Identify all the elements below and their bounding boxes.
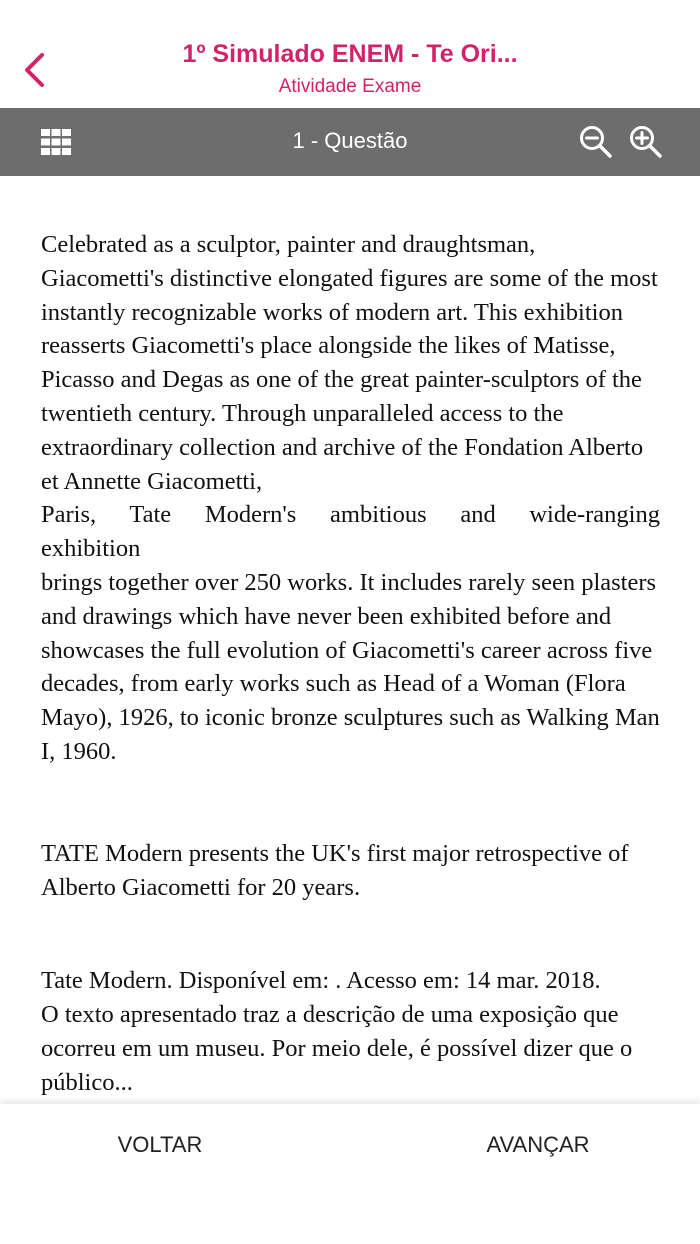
app-header [0, 0, 700, 108]
question-toolbar [0, 108, 700, 176]
question-paragraph-line: Paris, Tate Modern's ambitious and wide-ranging [41, 501, 660, 529]
grid-icon [38, 125, 74, 159]
question-paragraph: brings together over 250 works. It includes rarely seen plasters and drawings which have never been exhibited before and showcases the full evolution of Giacometti's career across five decades, from early works such as Head of a Woman (Flora Mayo), 1926, to iconic bronze sculptures such as Walking Man I, 1960. [41, 568, 660, 765]
paragraph-gap [41, 769, 660, 837]
question-grid-button[interactable] [38, 125, 74, 159]
page-subtitle: Atividade Exame [278, 76, 422, 97]
navigation-footer [0, 1104, 700, 1244]
question-paragraph: Celebrated as a sculptor, painter and draughtsman, Giacometti's distinctive elongated figures are some of the most instantly recognizable works of modern art. This exhibition reasserts Giacometti's place alongside the likes of Matisse, Picasso and Degas as one of the great painter-sculptors of the twentieth century. Through unparalleled access to the extraordinary collection and archive of the Fondation Alberto et Annette Giacometti, [41, 231, 658, 495]
paragraph-gap [41, 904, 660, 964]
previous-button[interactable]: VOLTAR [117, 1132, 203, 1157]
question-number: 1 - Questão [292, 128, 408, 153]
question-prompt: O texto apresentado traz a descrição de uma exposição que ocorreu em um museu. Por meio dele, é possível dizer que o público... [41, 1001, 633, 1096]
question-paragraph-word: exhibition [41, 535, 141, 563]
zoom-in-button[interactable] [628, 124, 664, 160]
question-paragraph: TATE Modern presents the UK's first major retrospective of Alberto Giacometti for 20 years. [41, 839, 629, 901]
zoom-in-icon [628, 124, 664, 160]
source-citation: Tate Modern. Disponível em: . Acesso em: 14 mar. 2018. [41, 967, 601, 995]
question-text [41, 228, 660, 1104]
zoom-out-icon [578, 124, 614, 160]
back-button[interactable] [14, 48, 54, 92]
zoom-out-button[interactable] [578, 124, 614, 160]
next-button[interactable]: AVANÇAR [486, 1132, 590, 1157]
chevron-left-icon [22, 52, 46, 88]
page-title: 1º Simulado ENEM - Te Ori... [182, 40, 518, 68]
